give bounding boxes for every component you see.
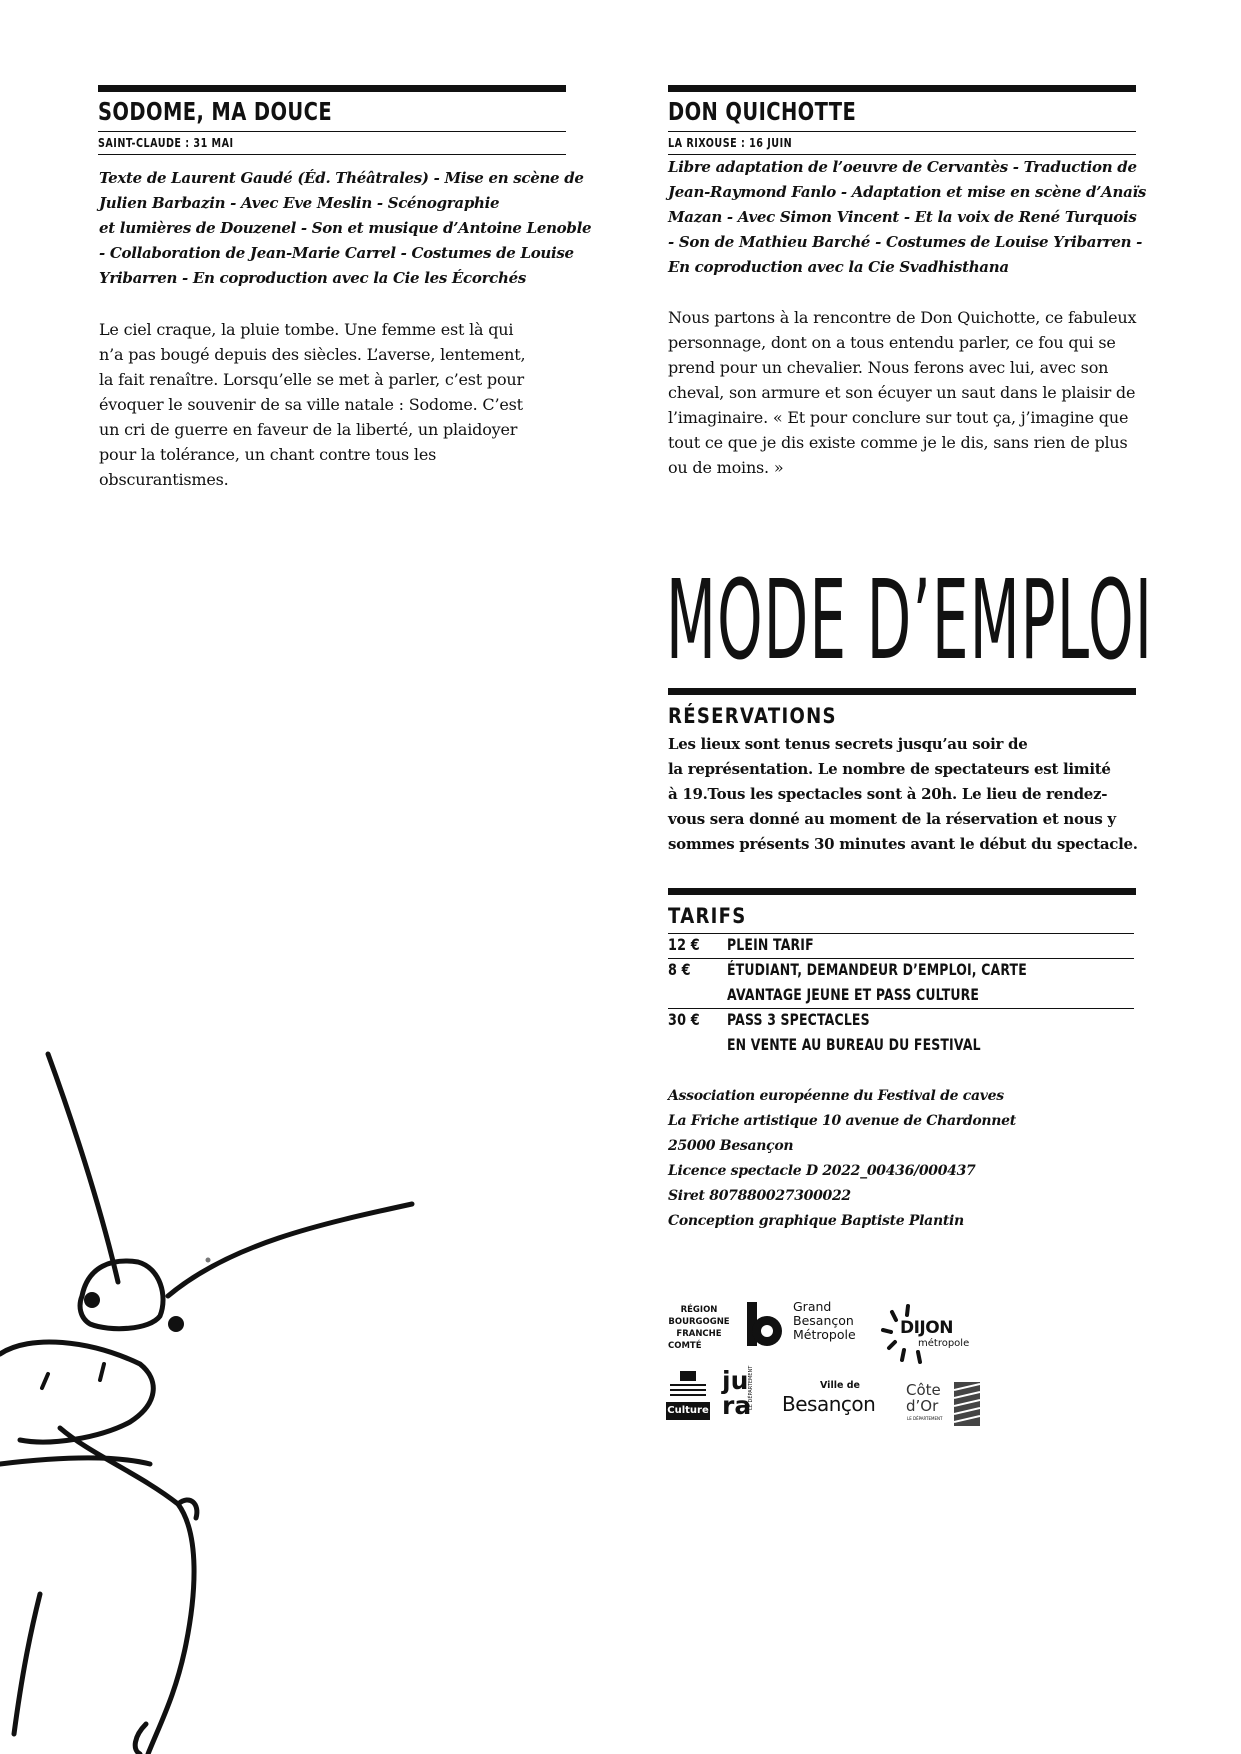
sodome-credits [99, 166, 591, 291]
body-line: prend pour un chevalier. Nous ferons avec lui, avec son [668, 358, 1109, 377]
logo-ministere-culture [666, 1370, 710, 1422]
sodome-subtitle-rule [98, 154, 566, 155]
tarif-price: 12 € [668, 935, 700, 954]
mode-emploi-rule [668, 688, 1136, 695]
tarif-label: ÉTUDIANT, DEMANDEUR D’EMPLOI, CARTE [727, 960, 1027, 979]
assoc-line: 25000 Besançon [668, 1138, 794, 1154]
body-line: pour la tolérance, un chant contre tous les [99, 445, 437, 464]
assoc-line: Licence spectacle D 2022_00436/000437 [668, 1163, 976, 1179]
quichotte-title-rule [668, 131, 1136, 132]
text-line: à 19.Tous les spectacles sont à 20h. Le lieu de rendez- [668, 785, 1108, 803]
logo-text: Côte [906, 1381, 941, 1399]
assoc-line: La Friche artistique 10 avenue de Chardonnet [668, 1113, 1016, 1129]
tarif-row [668, 957, 1134, 1007]
tarif-price: 8 € [668, 960, 691, 979]
quichotte-title: DON QUICHOTTE [668, 97, 857, 126]
credit-line: - Collaboration de Jean-Marie Carrel - Costumes de Louise [99, 244, 574, 262]
body-line: la fait renaître. Lorsqu’elle se met à parler, c’est pour [99, 370, 524, 389]
body-line: personnage, dont on a tous entendu parler, ce fou qui se [668, 333, 1116, 352]
tarif-label: PASS 3 SPECTACLES [727, 1010, 870, 1029]
quichotte-credits [668, 155, 1146, 280]
text-line: la représentation. Le nombre de spectateurs est limité [668, 760, 1111, 778]
credit-line: Libre adaptation de l’oeuvre de Cervantès - Traduction de [668, 158, 1137, 176]
body-line: tout ce que je dis existe comme je le dis, sans rien de plus [668, 433, 1128, 452]
body-line: ou de moins. » [668, 458, 784, 477]
sodome-description [99, 317, 525, 492]
body-line: un cri de guerre en faveur de la liberté, un plaidoyer [99, 420, 518, 439]
logo-region-bfc [664, 1304, 734, 1352]
credit-line: Julien Barbazin - Avec Eve Meslin - Scénographie [99, 194, 500, 212]
body-line: évoquer le souvenir de sa ville natale : Sodome. C’est [99, 395, 523, 414]
logo-text: FRANCHE [676, 1329, 722, 1339]
credit-line: - Son de Mathieu Barché - Costumes de Louise Yribarren - [668, 233, 1143, 251]
tarif-row [668, 932, 1134, 957]
cote-dor-stripes-icon [954, 1382, 980, 1426]
sodome-top-rule [98, 85, 566, 92]
logo-text: métropole [918, 1338, 970, 1349]
logo-text: Ville de [820, 1380, 860, 1391]
logo-text: COMTÉ [668, 1341, 702, 1351]
logo-text: ju [722, 1366, 749, 1395]
logo-text: RÉGION [680, 1305, 718, 1315]
credit-line: Texte de Laurent Gaudé (Éd. Théâtrales) - Mise en scène de [99, 169, 584, 187]
credit-line: Yribarren - En coproduction avec la Cie les Écorchés [99, 269, 527, 287]
text-line: vous sera donné au moment de la réservation et nous y [668, 810, 1116, 828]
quichotte-description [668, 305, 1136, 480]
tarif-price: 30 € [668, 1010, 700, 1029]
reservations-heading: RÉSERVATIONS [668, 704, 837, 728]
logo-text: Métropole [793, 1327, 856, 1342]
logo-text: Culture [666, 1402, 710, 1420]
credit-line: et lumières de Douzenel - Son et musique d’Antoine Lenoble [99, 219, 592, 237]
logo-text: DIJON [900, 1318, 953, 1338]
assoc-line: Conception graphique Baptiste Plantin [668, 1213, 964, 1229]
credit-line: En coproduction avec la Cie Svadhisthana [668, 258, 1009, 276]
text-line: sommes présents 30 minutes avant le début du spectacle. [668, 835, 1138, 853]
logo-text: Besançon [793, 1313, 854, 1328]
sodome-subtitle: SAINT-CLAUDE : 31 MAI [98, 136, 234, 150]
cockroach-illustration [0, 1034, 420, 1754]
tarif-label: AVANTAGE JEUNE ET PASS CULTURE [727, 985, 980, 1004]
body-line: cheval, son armure et son écuyer un saut dans le plaisir de [668, 383, 1136, 402]
tarif-label: EN VENTE AU BUREAU DU FESTIVAL [727, 1035, 981, 1054]
credit-line: Jean-Raymond Fanlo - Adaptation et mise en scène d’Anaïs [668, 183, 1147, 201]
mode-emploi-title: MODE D’EMPLOI [666, 557, 1154, 685]
assoc-line: Siret 807880027300022 [668, 1188, 851, 1204]
quichotte-top-rule [668, 85, 1136, 92]
reservations-text [668, 732, 1158, 857]
body-line: obscurantismes. [99, 470, 229, 489]
logo-jura [722, 1365, 754, 1420]
sodome-title-rule [98, 131, 566, 132]
text-line: Les lieux sont tenus secrets jusqu’au soir de [668, 735, 1028, 753]
logo-text: BOURGOGNE [668, 1317, 730, 1327]
grand-besancon-b-icon [745, 1300, 789, 1350]
tarif-row [668, 1007, 1134, 1057]
tarifs-rule [668, 888, 1136, 895]
body-line: Nous partons à la rencontre de Don Quichotte, ce fabuleux [668, 308, 1137, 327]
body-line: l’imaginaire. « Et pour conclure sur tout ça, j’imagine que [668, 408, 1129, 427]
logo-text: Grand [793, 1299, 832, 1314]
sodome-title: SODOME, MA DOUCE [98, 97, 333, 126]
logo-text: Besançon [782, 1392, 876, 1416]
association-info [668, 1084, 1016, 1234]
assoc-line: Association européenne du Festival de caves [668, 1088, 1004, 1104]
logo-text: d’Or [906, 1397, 939, 1415]
body-line: n’a pas bougé depuis des siècles. L’averse, lentement, [99, 345, 526, 364]
credit-line: Mazan - Avec Simon Vincent - Et la voix de René Turquois [668, 208, 1137, 226]
logo-text: ra [722, 1391, 752, 1420]
tarif-label: PLEIN TARIF [727, 935, 814, 954]
marianne-icon [666, 1370, 710, 1400]
quichotte-subtitle: LA RIXOUSE : 16 JUIN [668, 136, 793, 150]
body-line: Le ciel craque, la pluie tombe. Une femme est là qui [99, 320, 514, 339]
logo-text: LE DÉPARTEMENT [748, 1365, 754, 1410]
tarifs-heading: TARIFS [668, 904, 747, 928]
logo-text: LE DÉPARTEMENT [907, 1416, 943, 1421]
